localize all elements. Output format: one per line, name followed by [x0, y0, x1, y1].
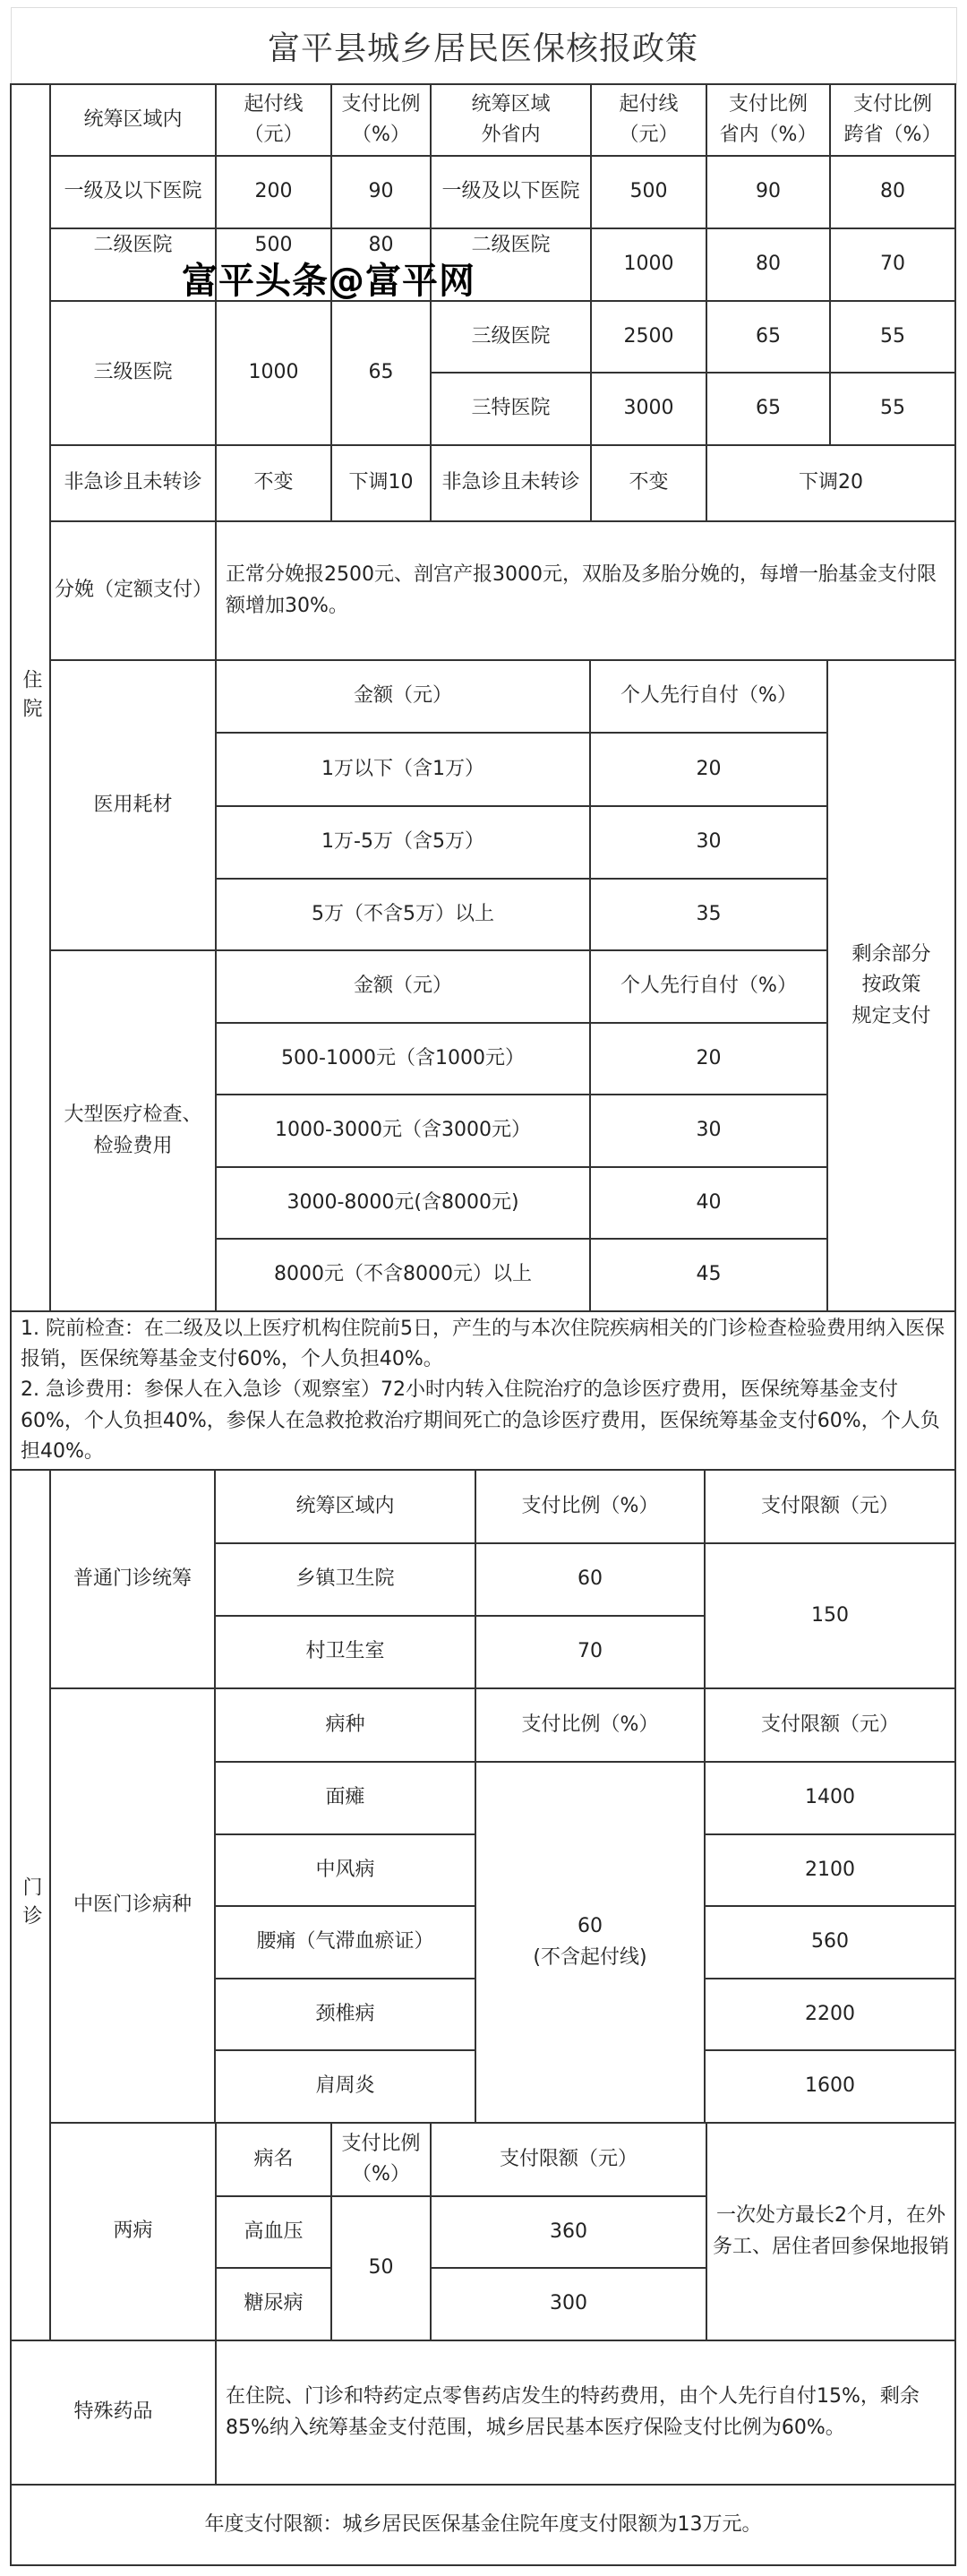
- consumables-label: 医用耗材: [49, 659, 217, 951]
- table-cell: 1000: [590, 228, 707, 302]
- table-cell: 55: [829, 300, 956, 374]
- table-cell: 下调10: [330, 444, 432, 522]
- table-cell: 35: [589, 878, 828, 951]
- page-title: 富平县城乡居民医保核报政策: [267, 30, 698, 67]
- childbirth-text: 正常分娩报2500元、剖宫产报3000元，双胎及多胎分娩的，每增一胎基金支付限额增加30%。: [215, 520, 956, 661]
- table-cell: 非急诊且未转诊: [430, 444, 592, 522]
- header-cell: 个人先行自付（%）: [589, 949, 828, 1024]
- table-cell: 1000: [215, 300, 332, 446]
- table-cell: 腰痛（气滞血瘀证）: [214, 1905, 476, 1979]
- table-cell: 45: [589, 1238, 828, 1312]
- tcm-label: 中医门诊病种: [49, 1687, 216, 2124]
- table-cell: 150: [704, 1542, 956, 1689]
- table-cell: 8000元（不含8000元）以上: [215, 1238, 591, 1312]
- header-cell: 支付比例 省内（%）: [706, 83, 831, 157]
- header-cell: 金额（元）: [215, 949, 591, 1024]
- header-cell: 支付比例 跨省（%）: [829, 83, 956, 157]
- table-cell: 560: [704, 1905, 956, 1979]
- header-cell: 病名: [215, 2122, 332, 2197]
- section-inpatient-label: 住院: [10, 83, 51, 1312]
- table-cell: 高血压: [215, 2195, 332, 2269]
- table-cell: 80: [706, 228, 831, 302]
- table-cell: 2100: [704, 1833, 956, 1907]
- table-cell: 非急诊且未转诊: [49, 444, 217, 522]
- large-exams-label: 大型医疗检查、 检验费用: [49, 949, 217, 1312]
- table-cell: 三特医院: [430, 372, 592, 446]
- table-cell: 颈椎病: [214, 1978, 476, 2051]
- table-cell: 65: [330, 300, 432, 446]
- header-cell: 支付比例（%）: [475, 1687, 706, 1763]
- table-cell: 二级医院: [49, 228, 217, 302]
- table-cell: 下调20: [706, 444, 956, 522]
- table-cell: 30: [589, 1094, 828, 1168]
- table-cell: 60: [475, 1542, 706, 1617]
- childbirth-label: 分娩（定额支付）: [49, 520, 217, 661]
- table-cell: 50: [330, 2195, 432, 2341]
- header-cell: 支付比例 （%）: [330, 83, 432, 157]
- table-cell: 90: [706, 155, 831, 229]
- table-cell: 500-1000元（含1000元）: [215, 1022, 591, 1095]
- table-cell: 三级医院: [430, 300, 592, 374]
- section-outpatient-label: 门诊: [10, 1469, 51, 2341]
- table-cell: 80: [829, 155, 956, 229]
- table-cell: 20: [589, 732, 828, 807]
- table-cell: 65: [706, 372, 831, 446]
- table-cell: 1万以下（含1万）: [215, 732, 591, 807]
- remaining-cell: 剩余部分 按政策 规定支付: [826, 659, 956, 1312]
- header-cell: 支付比例 （%）: [330, 2122, 432, 2197]
- header-cell: 金额（元）: [215, 659, 591, 734]
- table-cell: 2200: [704, 1978, 956, 2051]
- table-cell: 65: [706, 300, 831, 374]
- table-cell: 80: [330, 228, 432, 302]
- special-drugs-text: 在住院、门诊和特药定点零售药店发生的特药费用，由个人先行自付15%，剩余85%纳入统筹基金支付范围，城乡居民基本医疗保险支付比例为60%。: [215, 2340, 956, 2486]
- header-cell: 病种: [214, 1687, 476, 1763]
- header-cell: 起付线 （元）: [590, 83, 707, 157]
- table-cell: 70: [475, 1615, 706, 1689]
- table-cell: 1000-3000元（含3000元）: [215, 1094, 591, 1168]
- table-cell: 乡镇卫生院: [214, 1542, 476, 1617]
- table-cell: 3000-8000元(含8000元): [215, 1166, 591, 1240]
- watermark-text: 富平头条@富平网: [182, 261, 475, 302]
- header-cell: 个人先行自付（%）: [589, 659, 828, 734]
- table-cell: 20: [589, 1022, 828, 1095]
- special-drugs-label: 特殊药品: [10, 2340, 217, 2486]
- two-diseases-label: 两病: [49, 2122, 217, 2341]
- table-cell: 面瘫: [214, 1761, 476, 1835]
- header-cell: 支付限额（元）: [430, 2122, 707, 2197]
- table-cell: 不变: [590, 444, 707, 522]
- table-cell: 55: [829, 372, 956, 446]
- table-cell: 1万-5万（含5万）: [215, 805, 591, 880]
- table-cell: 糖尿病: [215, 2267, 332, 2341]
- header-cell: 支付比例（%）: [475, 1469, 706, 1544]
- header-cell: 统筹区域内: [49, 83, 217, 157]
- table-cell: 60 (不含起付线): [475, 1761, 706, 2124]
- table-cell: 500: [215, 228, 332, 302]
- table-cell: 40: [589, 1166, 828, 1240]
- table-cell: 200: [215, 155, 332, 229]
- table-cell: 一级及以下医院: [49, 155, 217, 229]
- notes-cell: 1. 院前检查：在二级及以上医疗机构住院前5日，产生的与本次住院疾病相关的门诊检查检验费用纳入医保报销，医保统筹基金支付60%，个人负担40%。 2. 急诊费用：参保人在入急诊（观察室）72小时内转入住院治疗的急诊医疗费用，医保统筹基金支付60%，个人负担40%，参保人在急救抢救治疗期间死亡的急诊医疗费用，医保统筹基金支付60%，个人负担40%。: [10, 1310, 956, 1471]
- table-cell: 90: [330, 155, 432, 229]
- header-cell: 起付线 （元）: [215, 83, 332, 157]
- header-cell: 统筹区域内: [214, 1469, 476, 1544]
- table-cell: 2500: [590, 300, 707, 374]
- general-outpatient-label: 普通门诊统筹: [49, 1469, 216, 1689]
- table-cell: 1400: [704, 1761, 956, 1835]
- table-cell: 500: [590, 155, 707, 229]
- table-cell: 中风病: [214, 1833, 476, 1907]
- header-cell: 支付限额（元）: [704, 1687, 956, 1763]
- table-cell: 村卫生室: [214, 1615, 476, 1689]
- table-cell: 360: [430, 2195, 707, 2269]
- header-cell: 统筹区域 外省内: [430, 83, 592, 157]
- two-diseases-note: 一次处方最长2个月，在外务工、居住者回参保地报销: [706, 2122, 956, 2341]
- table-cell: 5万（不含5万）以上: [215, 878, 591, 951]
- table-cell: 一级及以下医院: [430, 155, 592, 229]
- annual-limit: 年度支付限额：城乡居民医保基金住院年度支付限额为13万元。: [10, 2484, 956, 2566]
- header-cell: 支付限额（元）: [704, 1469, 956, 1544]
- table-cell: 肩周炎: [214, 2049, 476, 2124]
- table-cell: 三级医院: [49, 300, 217, 446]
- table-cell: 30: [589, 805, 828, 880]
- table-cell: 3000: [590, 372, 707, 446]
- table-cell: 300: [430, 2267, 707, 2341]
- table-cell: 二级医院: [430, 228, 592, 302]
- table-cell: 70: [829, 228, 956, 302]
- table-cell: 不变: [215, 444, 332, 522]
- table-cell: 1600: [704, 2049, 956, 2124]
